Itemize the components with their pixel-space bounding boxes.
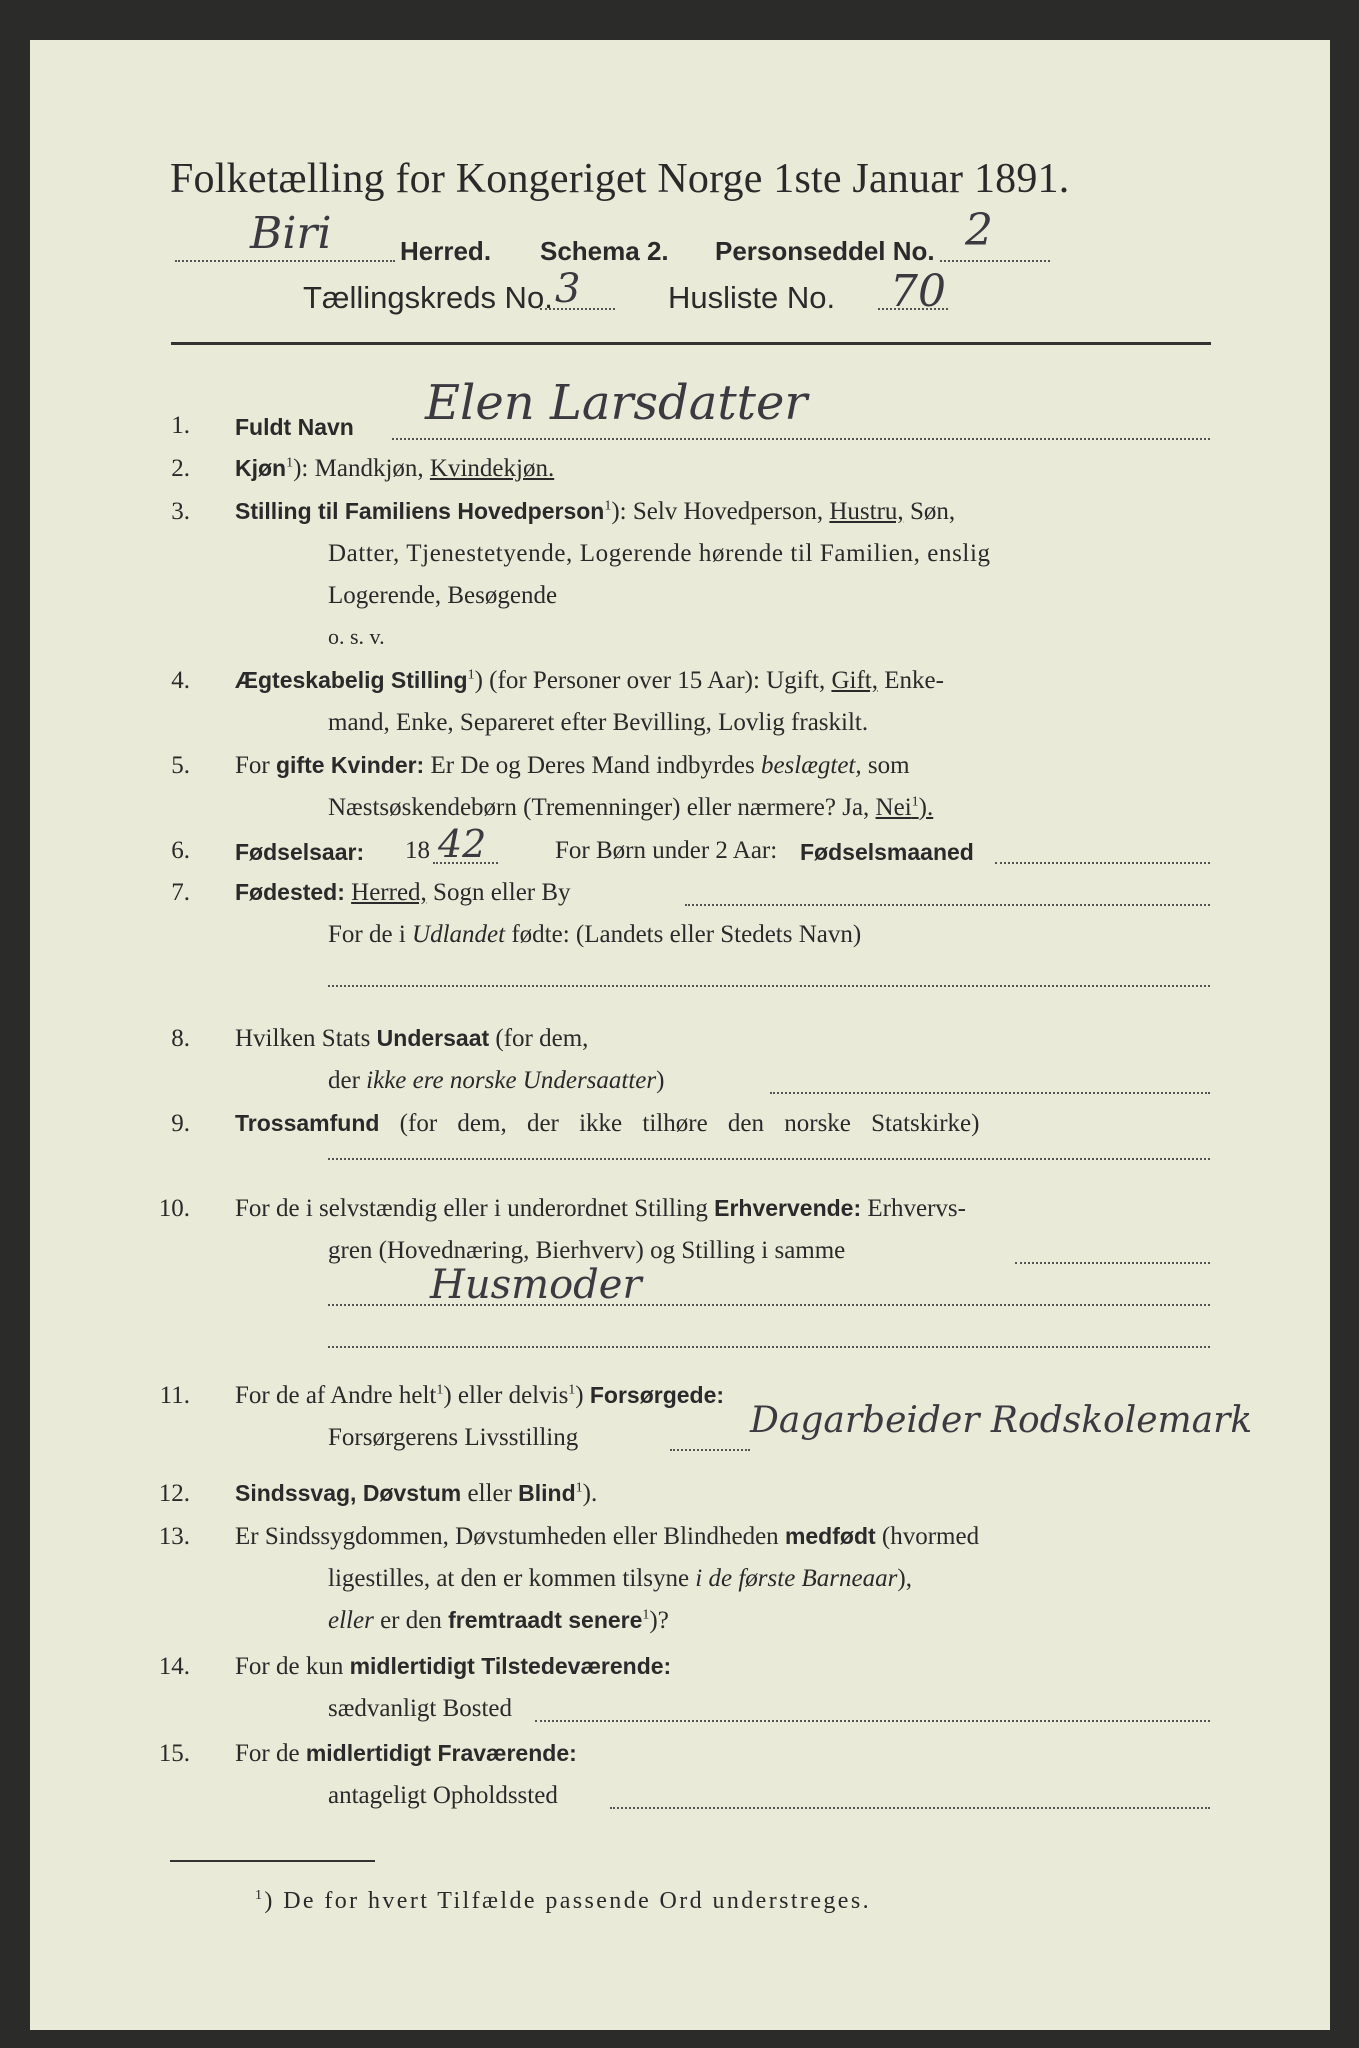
q13-label: medfødt xyxy=(784,1523,876,1549)
q5-number: 5. xyxy=(171,752,190,779)
q12-a: eller xyxy=(467,1480,512,1507)
q8-text xyxy=(235,1025,588,1053)
q13-line3a: eller xyxy=(328,1607,374,1634)
q3-line3: Logerende, Besøgende xyxy=(328,582,558,609)
q9-text xyxy=(235,1110,979,1138)
q12-end: ). xyxy=(582,1480,598,1507)
q7-line xyxy=(685,904,1210,906)
q6-label: Fødselsaar: xyxy=(235,839,365,865)
q11-c: ) xyxy=(575,1382,584,1409)
q5-label: gifte Kvinder: xyxy=(275,752,425,778)
q11-b: ) eller delvis xyxy=(443,1382,569,1409)
q13-line2 xyxy=(328,1565,912,1593)
q5-b: Er De og Deres Mand indbyrdes xyxy=(430,752,755,779)
q1-value: Elen Larsdatter xyxy=(425,375,808,431)
kreds-label: Tællingskreds No. xyxy=(303,280,553,315)
q13-number: 13. xyxy=(158,1523,190,1550)
q13-line2b: i de første Barneaar xyxy=(695,1565,898,1592)
q7-line2b: Udlandet xyxy=(412,921,506,948)
q13-text xyxy=(235,1523,979,1551)
q2-a: ): Mandkjøn, xyxy=(293,455,424,482)
herred-label: Herred. xyxy=(400,236,492,266)
q8-a: Hvilken Stats xyxy=(235,1025,371,1052)
q10-label: Erhvervende: xyxy=(714,1195,862,1221)
q13-end: )? xyxy=(649,1607,669,1634)
q11-sup2: 1 xyxy=(568,1382,576,1398)
q14-a: For de kun xyxy=(235,1653,344,1680)
q1-number: 1. xyxy=(171,412,190,439)
q11-number: 11. xyxy=(159,1382,190,1409)
q7-line2c: fødte: (Landets eller Stedets Navn) xyxy=(511,921,862,948)
q7-line2a: For de i xyxy=(328,921,406,948)
q6-month-line xyxy=(995,862,1210,864)
q7-number: 7. xyxy=(171,879,190,906)
q3-sup: 1 xyxy=(604,498,612,514)
q15-line2: antageligt Opholdssted xyxy=(328,1782,558,1809)
q2-b: Kvindekjøn. xyxy=(429,455,555,482)
q7-line2 xyxy=(328,921,861,949)
q11-sup1: 1 xyxy=(436,1382,444,1398)
q7-a: Herred, xyxy=(351,879,427,906)
q10-line2-fill xyxy=(1015,1262,1210,1264)
census-form xyxy=(30,40,1330,2030)
q14-number: 14. xyxy=(158,1653,190,1680)
q12-sup: 1 xyxy=(575,1480,583,1496)
q9-a: (for dem, der ikke tilhøre den norske Statskirke) xyxy=(399,1110,980,1137)
q15-label: midlertidigt Fraværende: xyxy=(305,1740,577,1766)
husliste-label: Husliste No. xyxy=(668,280,836,315)
q5-text xyxy=(235,752,910,780)
q10-a: For de i selvstændig eller i underordnet Stilling xyxy=(235,1195,708,1222)
q11-value: Dagarbeider Rodskolemark xyxy=(750,1400,1253,1441)
q7-line3 xyxy=(328,985,1210,987)
personseddel-line xyxy=(940,260,1050,262)
personseddel-label: Personseddel No. xyxy=(715,236,935,266)
q5-sup: 1 xyxy=(911,794,919,810)
q5-line2-text: Næstsøskendebørn (Tremenninger) eller nærmere? Ja, xyxy=(328,794,870,821)
q10-line4 xyxy=(328,1346,1210,1348)
q3-a: ): Selv Hovedperson, xyxy=(611,498,824,525)
q13-sup: 1 xyxy=(642,1607,650,1623)
header-rule xyxy=(171,342,1211,345)
q9-number: 9. xyxy=(171,1110,190,1137)
q3-b: Hustru, xyxy=(829,498,904,525)
q9-label: Trossamfund xyxy=(235,1110,380,1136)
q4-text xyxy=(235,667,944,695)
q12-label: Sindssvag, Døvstum xyxy=(235,1480,462,1506)
q13-b: (hvormed xyxy=(881,1523,980,1550)
q4-b: Gift, xyxy=(831,667,878,694)
q5-a: For xyxy=(235,752,270,779)
q1-label: Fuldt Navn xyxy=(235,414,354,440)
q14-label: midlertidigt Tilstedeværende: xyxy=(349,1653,672,1679)
q13-line2a: ligestilles, at den er kommen tilsyne xyxy=(328,1565,690,1592)
q6-prefix: 18 xyxy=(405,837,430,864)
footnote-text: ) De for hvert Tilfælde passende Ord understreges. xyxy=(264,1888,871,1914)
q11-a: For de af Andre helt xyxy=(235,1382,437,1409)
q5-d: som xyxy=(867,752,910,779)
q7-b: Sogn eller By xyxy=(433,879,571,906)
footnote-sup: 1 xyxy=(255,1888,265,1903)
q7-text xyxy=(235,879,571,907)
q13-line3 xyxy=(328,1607,669,1635)
q12-label2: Blind xyxy=(518,1480,576,1506)
q11-line2: Forsørgerens Livsstilling xyxy=(328,1424,579,1451)
q10-text xyxy=(235,1195,966,1223)
q3-label: Stilling til Familiens Hovedperson xyxy=(235,498,605,524)
q12-number: 12. xyxy=(158,1480,190,1507)
q5-line2 xyxy=(328,794,933,822)
q9-line xyxy=(328,1158,1210,1160)
q13-line2c: ), xyxy=(897,1565,912,1592)
q7-label: Fødested: xyxy=(235,879,345,905)
q1-line xyxy=(392,438,1210,440)
q4-number: 4. xyxy=(171,667,190,694)
q4-c: Enke- xyxy=(884,667,944,694)
q5-nei xyxy=(876,794,934,821)
q8-label: Undersaat xyxy=(376,1025,490,1051)
q15-number: 15. xyxy=(158,1740,190,1767)
q4-a: ) (for Personer over 15 Aar): Ugift, xyxy=(474,667,826,694)
q8-number: 8. xyxy=(171,1025,190,1052)
q8-line2c: ) xyxy=(656,1067,665,1094)
q15-line xyxy=(610,1807,1210,1809)
q3-c: Søn, xyxy=(909,498,956,525)
q6-number: 6. xyxy=(171,837,190,864)
q11-label: Forsørgede: xyxy=(589,1382,725,1408)
q2-text xyxy=(235,455,554,483)
q10-line2: gren (Hovednæring, Bierhverv) og Stilling i samme xyxy=(328,1237,846,1264)
q6-c: Fødselsmaaned xyxy=(800,839,974,865)
q11-line xyxy=(670,1449,750,1451)
q10-number: 10. xyxy=(158,1195,190,1222)
q3-text xyxy=(235,498,955,526)
q8-b: (for dem, xyxy=(495,1025,589,1052)
q6-value: 42 xyxy=(438,822,487,866)
herred-value: Biri xyxy=(250,208,332,259)
q4-label: Ægteskabelig Stilling xyxy=(235,667,468,693)
q14-line xyxy=(535,1720,1210,1722)
herred-line xyxy=(175,260,395,262)
footnote xyxy=(255,1888,871,1915)
q10-b: Erhvervs- xyxy=(867,1195,966,1222)
q3-line2: Datter, Tjenestetyende, Logerende hørende til Familien, enslig xyxy=(328,540,991,567)
q14-line2: sædvanligt Bosted xyxy=(328,1695,513,1722)
q13-line3b: er den xyxy=(380,1607,442,1634)
footnote-rule xyxy=(170,1860,375,1862)
q13-label2: fremtraadt senere xyxy=(448,1607,643,1633)
q4-line2: mand, Enke, Separeret efter Bevilling, Lovlig fraskilt. xyxy=(328,709,869,736)
q15-a: For de xyxy=(235,1740,300,1767)
q14-text xyxy=(235,1653,671,1681)
q2-label: Kjøn xyxy=(235,455,287,481)
q2-sup: 1 xyxy=(286,455,294,471)
personseddel-value: 2 xyxy=(965,205,993,256)
q5-end: ). xyxy=(918,794,934,821)
q2-number: 2. xyxy=(171,455,190,482)
q8-line xyxy=(770,1092,1210,1094)
q11-text xyxy=(235,1382,724,1410)
q3-number: 3. xyxy=(171,498,190,525)
q6-b: For Børn under 2 Aar: xyxy=(555,837,778,864)
husliste-value: 70 xyxy=(890,266,946,317)
q12-text xyxy=(235,1480,597,1508)
q8-line2 xyxy=(328,1067,664,1095)
q13-a: Er Sindssygdommen, Døvstumheden eller Blindheden xyxy=(235,1523,779,1550)
q3-line4: o. s. v. xyxy=(328,624,385,649)
q15-text xyxy=(235,1740,577,1768)
q5-c: beslægtet, xyxy=(760,752,862,779)
form-title: Folketælling for Kongeriget Norge 1ste Januar 1891. xyxy=(170,156,1070,202)
q10-value: Husmoder xyxy=(430,1262,642,1308)
q8-line2b: ikke ere norske Undersaatter xyxy=(366,1067,657,1094)
q5-nei-word: Nei xyxy=(875,794,912,821)
q4-sup: 1 xyxy=(467,667,475,683)
kreds-value: 3 xyxy=(555,266,581,312)
q8-line2a: der xyxy=(328,1067,360,1094)
schema-label: Schema 2. xyxy=(540,236,669,266)
